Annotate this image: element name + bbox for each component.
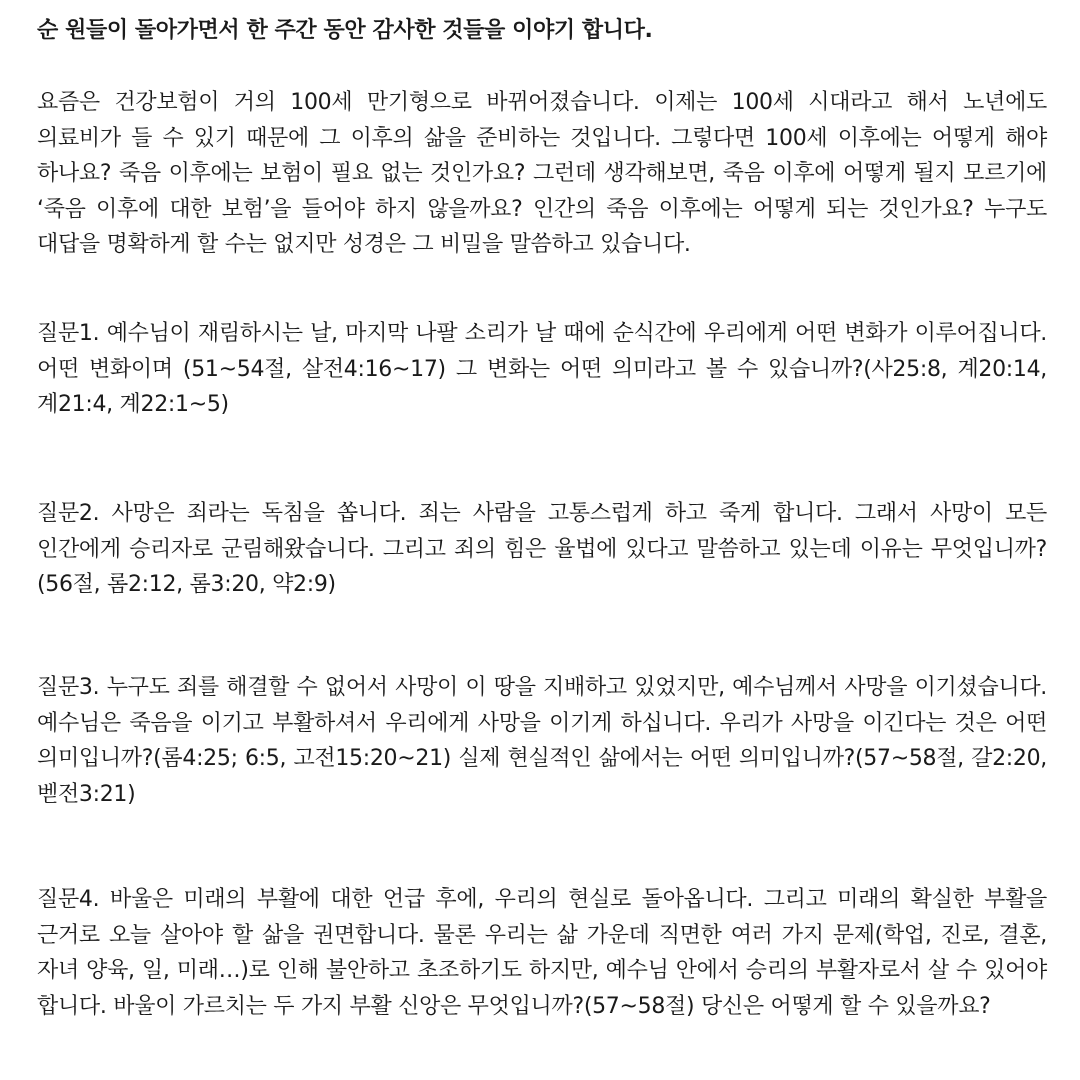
intro-paragraph: 요즘은 건강보험이 거의 100세 만기형으로 바뀌어졌습니다. 이제는 100세 시대라고 해서 노년에도 의료비가 들 수 있기 때문에 그 이후의 삶을 준비하는 것입니다. 그렇다면 100세 이후에는 어떻게 해야 하나요? 죽음 이후에는 보험이 필요 없는 것인가요? 그런데 생각해보면, 죽음 이후에 어떻게 될지 모르기에 ‘죽음 이후에 대한 보험’을 들어야 하지 않을까요? 인간의 죽음 이후에는 어떻게 되는 것인가요? 누구도 대답을 명확하게 할 수는 없지만 성경은 그 비밀을 말씀하고 있습니다.	[37, 90, 1047, 257]
question-4: 질문4. 바울은 미래의 부활에 대한 언급 후에, 우리의 현실로 돌아옵니다. 그리고 미래의 확실한 부활을 근거로 오늘 살아야 할 삶을 권면합니다. 물론 우리는 삶 가운데 직면한 여러 가지 문제(학업, 진로, 결혼, 자녀 양육, 일, 미래…)로 인해 불안하고 초조하기도 하지만, 예수님 안에서 승리의 부활자로서 살 수 있어야 합니다. 바울이 가르치는 두 가지 부활 신앙은 무엇입니까?(57~58절) 당신은 어떻게 할 수 있을까요?	[37, 887, 1047, 1019]
question-1: 질문1. 예수님이 재림하시는 날, 마지막 나팔 소리가 날 때에 순식간에 우리에게 어떤 변화가 이루어집니다. 어떤 변화이며 (51~54절, 살전4:16~17) 그 변화는 어떤 의미라고 볼 수 있습니까?(사25:8, 계20:14, 계21:4, 계22:1~5)	[37, 321, 1047, 417]
question-2: 질문2. 사망은 죄라는 독침을 쏩니다. 죄는 사람을 고통스럽게 하고 죽게 합니다. 그래서 사망이 모든 인간에게 승리자로 군림해왔습니다. 그리고 죄의 힘은 율법에 있다고 말씀하고 있는데 이유는 무엇입니까?(56절, 롬2:12, 롬3:20, 약2:9)	[37, 501, 1047, 597]
question-3: 질문3. 누구도 죄를 해결할 수 없어서 사망이 이 땅을 지배하고 있었지만, 예수님께서 사망을 이기셨습니다. 예수님은 죽음을 이기고 부활하셔서 우리에게 사망을 이기게 하십니다. 우리가 사망을 이긴다는 것은 어떤 의미입니까?(롬4:25; 6:5, 고전15:20~21) 실제 현실적인 삶에서는 어떤 의미입니까?(57~58절, 갈2:20, 벧전3:21)	[37, 675, 1047, 807]
document-title: 순 원들이 돌아가면서 한 주간 동안 감사한 것들을 이야기 합니다.	[37, 18, 653, 43]
